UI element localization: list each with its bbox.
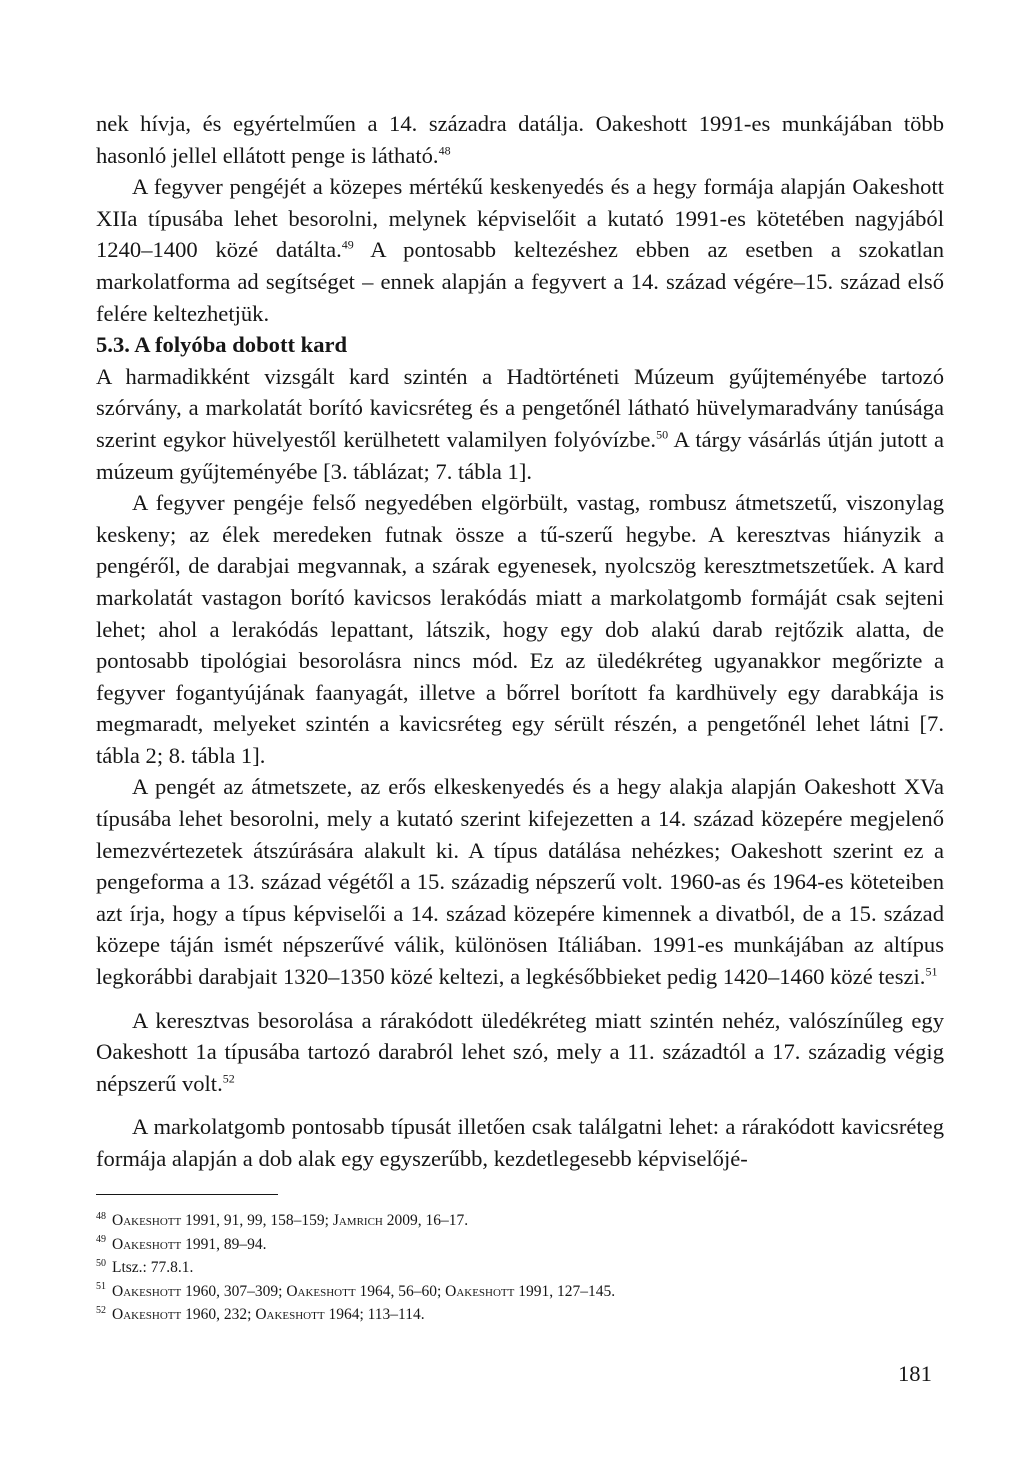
section-heading: 5.3. A folyóba dobott kard — [96, 332, 348, 358]
footnote-ref-49[interactable]: 49 — [341, 237, 354, 252]
paragraph-6: A keresztvas besorolása a rárakódott üledékréteg miatt szintén nehéz, valószínűleg egy Oakeshott 1a típusába tartozó darabról lehet szó, mely a 11. századtól a 17. századig végig népszerű volt.$^{52}$ — [96, 1007, 944, 1096]
footnote-ref-48[interactable]: 48 — [438, 143, 451, 158]
footnotes — [96, 1209, 944, 1327]
footnote-50: $^{50}$ Ltsz.: 77.8.1. — [96, 1257, 194, 1276]
paragraph-1: nek hívja, és egyértelműen a 14. századra datálja. Oakeshott 1991-es munkájában több hasonló jellel ellátott penge is látható.$^{48}$ — [96, 111, 944, 168]
footnote-divider — [96, 1194, 278, 1195]
paragraph-3: A harmadikként vizsgált kard szintén a Hadtörténeti Múzeum gyűjteményébe tartozó szórvány, a markolatát borító kavicsréteg és a pengetőnél látható hüvelymaradvány tanúsága szerint egykor hüvelyestől kerülhetett valamilyen folyóvízbe.$^{50}$ A tárgy vásárlás útján jutott a múzeum gyűjteményébe [3. táblázat; 7. tábla 1]. — [96, 363, 944, 484]
footnote-ref-52[interactable]: 52 — [222, 1071, 235, 1086]
footnote-48: $^{48}$ Oakeshott 1991, 91, 99, 158–159; Jamrich 2009, 16–17. — [96, 1210, 469, 1229]
paragraph-5: A pengét az átmetszete, az erős elkeskenyedés és a hegy alakja alapján Oakeshott XVa típusába lehet besorolni, mely a kutató szerint kifejezetten a 14. század közepére megjelenő lemezvértezetek átszúrására alakult ki. A típus datálása nehézkes; Oakeshott szerint ez a pengeforma a 13. század végétől a 15. századig népszerű volt. 1960-as és 1964-es köteteiben azt írja, hogy a típus képviselői a 14. század közepére kimennek a divatból, de a 15. század közepe táján ismét népszerűvé válik, különösen Itáliában. 1991-es munkájában az altípus legkorábbi darabjait 1320–1350 közé keltezi, a legkésőbbieket pedig 1420–1460 közé teszi.$^{51}$ — [96, 774, 944, 990]
footnote-51: $^{51}$ Oakeshott 1960, 307–309; Oakeshott 1964, 56–60; Oakeshott 1991, 127–145. — [96, 1281, 616, 1300]
paragraph-2: A fegyver pengéjét a közepes mértékű keskenyedés és a hegy formája alapján Oakeshott XIIa típusába lehet besorolni, melynek képviselőit a kutató 1991-es kötetében nagyjából 1240–1400 közé datálta.$^{49}$ A pontosabb keltezéshez ebben az esetben a szokatlan markolatforma ad segítséget – ennek alapján a fegyvert a 14. század végére–15. század első felére keltezhetjük. — [96, 174, 944, 326]
footnote-ref-50[interactable]: 50 — [656, 427, 669, 442]
page-number: 181 — [898, 1361, 932, 1386]
footnote-49: $^{49}$ Oakeshott 1991, 89–94. — [96, 1234, 267, 1253]
paragraph-4: A fegyver pengéje felső negyedében elgörbült, vastag, rombusz átmetszetű, viszonylag keskeny; az élek meredeken futnak össze a tű-szerű hegybe. A keresztvas hiányzik a pengéről, de darabjai megvannak, a szárak egyenesek, nyolcszög keresztmetszetűek. A kard markolatát vastagon borító kavicsos lerakódás miatt a markolatgomb formáját csak sejteni lehet; ahol a lerakódás lepattant, látszik, hogy egy dob alakú darab rejtőzik alatta, de pontosabb tipológiai besorolásra nincs mód. Ez az üledékréteg ugyanakkor megőrizte a fegyver fogantyújának faanyagát, illetve a bőrrel borított fa kardhüvely egy darabkája is megmaradt, melyeket szintén a kavicsréteg egy sérült részén, a pengetőnél lehet látni [7. tábla 2; 8. tábla 1]. — [96, 490, 944, 768]
footnote-ref-51[interactable]: 51 — [925, 964, 938, 979]
main-text — [96, 108, 944, 1175]
paragraph-7: A markolatgomb pontosabb típusát illetően csak találgatni lehet: a rárakódott kavicsréteg formája alapján a dob alak egy egyszerűbb, kezdetlegesebb képviselőjé- — [96, 1114, 944, 1171]
footnote-52: $^{52}$ Oakeshott 1960, 232; Oakeshott 1964; 113–114. — [96, 1304, 425, 1323]
